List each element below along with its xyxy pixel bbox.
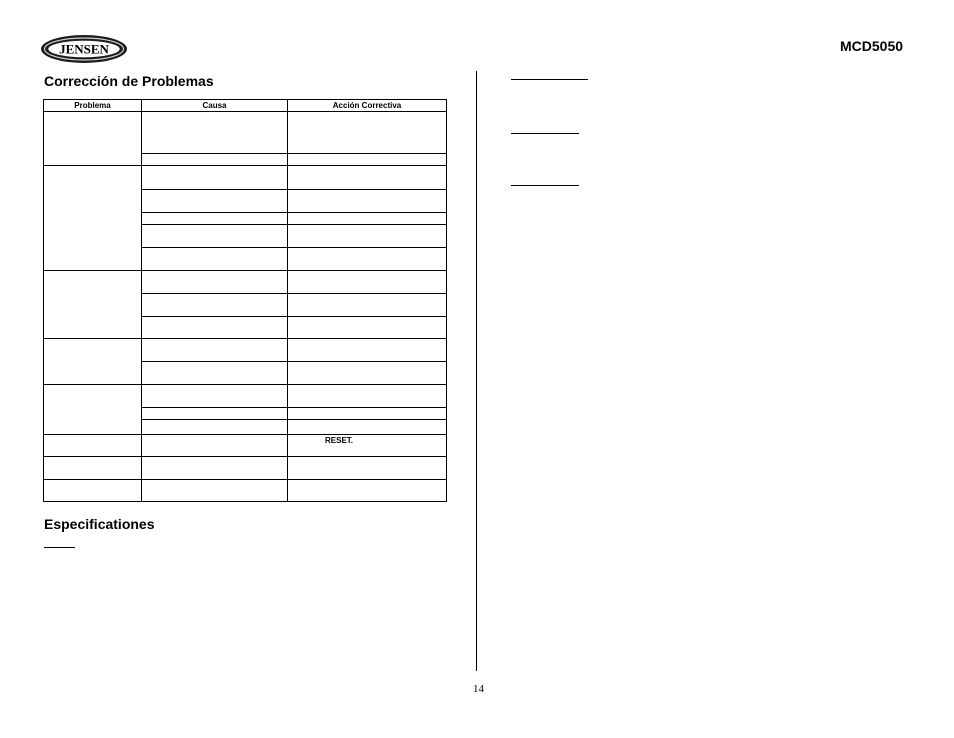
- column-header-causa: Causa: [142, 100, 288, 112]
- model-number: MCD5050: [840, 38, 904, 54]
- cause-cell: [142, 112, 288, 154]
- action-cell: [288, 457, 447, 480]
- svg-text:JENSEN: JENSEN: [59, 41, 109, 57]
- table-header-row: [44, 100, 447, 112]
- cause-cell: [142, 154, 288, 166]
- table-row: [44, 339, 447, 362]
- right-underline-1: [511, 79, 588, 80]
- cause-cell: [142, 339, 288, 362]
- action-cell: [288, 112, 447, 154]
- table-row: [44, 166, 447, 190]
- cause-cell: [142, 225, 288, 248]
- problem-cell: [44, 271, 142, 339]
- cause-cell: [142, 362, 288, 385]
- cause-cell: [142, 213, 288, 225]
- column-divider: [476, 71, 477, 671]
- action-cell: [288, 385, 447, 408]
- spec-underline: [44, 547, 75, 548]
- reset-label: RESET.: [325, 436, 354, 445]
- cause-cell: [142, 166, 288, 190]
- action-cell: [288, 408, 447, 420]
- table-row: [44, 457, 447, 480]
- action-cell: [288, 294, 447, 317]
- problem-cell: [44, 112, 142, 166]
- problem-cell: [44, 435, 142, 457]
- problem-cell: [44, 339, 142, 385]
- cause-cell: [142, 271, 288, 294]
- column-header-problema: Problema: [44, 100, 142, 112]
- cause-cell: [142, 408, 288, 420]
- table-row: [44, 385, 447, 408]
- table-row: [44, 435, 447, 457]
- action-cell: [288, 271, 447, 294]
- action-cell: [288, 362, 447, 385]
- action-cell: [288, 339, 447, 362]
- troubleshooting-title: Corrección de Problemas: [44, 73, 214, 89]
- action-cell: [288, 480, 447, 502]
- problem-cell: [44, 480, 142, 502]
- table-row: [44, 480, 447, 502]
- table-row: [44, 112, 447, 154]
- problem-cell: [44, 457, 142, 480]
- action-cell: [288, 420, 447, 435]
- jensen-logo: [40, 34, 128, 64]
- cause-cell: [142, 294, 288, 317]
- cause-cell: [142, 420, 288, 435]
- cause-cell: [142, 190, 288, 213]
- action-cell: [288, 225, 447, 248]
- table-row: [44, 271, 447, 294]
- action-cell: [288, 166, 447, 190]
- cause-cell: [142, 248, 288, 271]
- cause-cell: [142, 317, 288, 339]
- problem-cell: [44, 166, 142, 271]
- column-header-accion: Acción Correctiva: [288, 100, 447, 112]
- cause-cell: [142, 435, 288, 457]
- right-underline-2: [511, 133, 579, 134]
- action-cell: [288, 154, 447, 166]
- action-cell: [288, 317, 447, 339]
- specifications-title: Especificationes: [44, 516, 155, 532]
- action-cell: [288, 435, 447, 457]
- cause-cell: [142, 457, 288, 480]
- right-underline-3: [511, 185, 579, 186]
- troubleshooting-table: [43, 99, 447, 502]
- problem-cell: [44, 385, 142, 435]
- cause-cell: [142, 480, 288, 502]
- action-cell: [288, 213, 447, 225]
- action-cell: [288, 190, 447, 213]
- page-number: 14: [473, 683, 484, 695]
- cause-cell: [142, 385, 288, 408]
- action-cell: [288, 248, 447, 271]
